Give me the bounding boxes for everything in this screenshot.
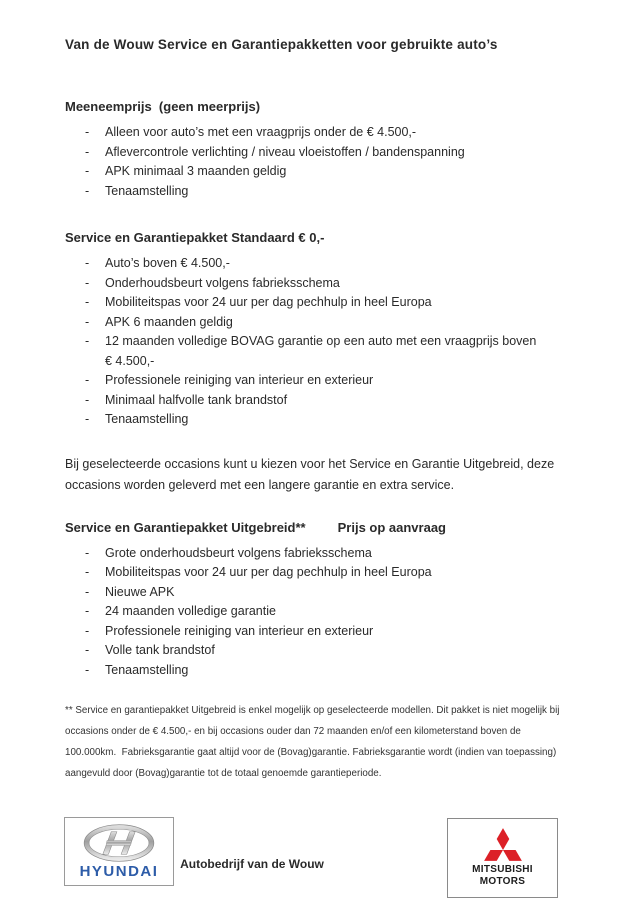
list-item-text: Professionele reiniging van interieur en exterieur [105, 623, 374, 638]
page-title: Van de Wouw Service en Garantiepakketten voor gebruikte auto’s [65, 37, 498, 52]
list-item-text: APK 6 maanden geldig [105, 314, 233, 329]
mitsubishi-logo [447, 818, 558, 898]
list-item [65, 544, 580, 564]
list-item-text: APK minimaal 3 maanden geldig [105, 164, 287, 178]
bullet-dash: - [85, 275, 90, 290]
list-item [65, 313, 580, 333]
bullet-dash: - [85, 662, 90, 677]
list-item-text: Mobiliteitspas voor 24 uur per dag pechhulp in heel Europa [105, 295, 432, 309]
list-item-text: Tenaamstelling [105, 183, 189, 198]
list-item [65, 274, 580, 294]
section-heading-standaard: Service en Garantiepakket Standaard € 0,- [65, 230, 325, 245]
bullet-dash: - [85, 584, 90, 599]
list-item [65, 661, 580, 681]
list-item [65, 162, 580, 182]
mitsubishi-diamonds-icon [482, 828, 524, 861]
bullet-dash: - [85, 125, 90, 139]
bullet-dash: - [85, 144, 90, 159]
bullet-dash: - [85, 164, 90, 178]
hyundai-wordmark: HYUNDAI [79, 862, 159, 880]
uitgebreid-heading-row [65, 519, 580, 536]
hyundai-oval-icon [83, 824, 155, 862]
price-label: Prijs op aanvraag [337, 519, 446, 535]
list-item-text: Mobiliteitspas voor 24 uur per dag pechhulp in heel Europa [105, 565, 432, 579]
bullet-dash: - [85, 623, 90, 638]
list-item-text: Grote onderhoudsbeurt volgens fabrieksschema [105, 545, 372, 560]
list-item [65, 254, 580, 274]
bullet-dash: - [85, 334, 90, 348]
list-item-text: Professionele reiniging van interieur en exterieur [105, 373, 374, 387]
footnote: ** Service en garantiepakket Uitgebreid is enkel mogelijk op geselecteerde modellen. Dit pakket is niet mogelijk bij occasions onder de € 4.500,- en bij occasions ouder dan 72 maanden en/of een kilometerstand boven de 100.000km. Fabrieksgarantie gaat altijd voor de (Bovag)garantie. Fabrieksgarantie wordt (indien van toepassing) aangevuld door (Bovag)garantie tot de totaal genoemde garantieperiode. [65, 705, 563, 779]
list-item-text: 24 maanden volledige garantie [105, 604, 276, 618]
section-heading-uitgebreid: Service en Garantiepakket Uitgebreid** [65, 519, 306, 535]
dealer-name: Autobedrijf van de Wouw [180, 857, 324, 871]
bullet-dash: - [85, 643, 90, 657]
list-item-text: Auto’s boven € 4.500,- [105, 256, 230, 270]
section-heading-meeneemprijs: Meeneemprijs (geen meerprijs) [65, 99, 261, 114]
bullet-dash: - [85, 392, 90, 407]
bullet-dash: - [85, 545, 90, 560]
list-item [65, 583, 580, 603]
list-item-text: Volle tank brandstof [105, 643, 215, 657]
list-item [65, 293, 580, 313]
list-item-text: Tenaamstelling [105, 412, 189, 426]
hyundai-logo [64, 817, 174, 886]
meeneemprijs-list [65, 123, 580, 201]
list-item-text: Nieuwe APK [105, 584, 175, 599]
mitsubishi-wordmark-line2: MOTORS [479, 876, 526, 887]
bullet-dash: - [85, 256, 90, 270]
bullet-dash: - [85, 373, 90, 387]
list-item [65, 563, 580, 583]
standaard-list [65, 254, 580, 430]
list-item [65, 332, 580, 371]
list-item-text: Minimaal halfvolle tank brandstof [105, 392, 288, 407]
list-item [65, 622, 580, 642]
mitsubishi-wordmark [472, 864, 533, 889]
list-item-text: Onderhoudsbeurt volgens fabrieksschema [105, 275, 340, 290]
list-item [65, 143, 580, 163]
list-item [65, 641, 580, 661]
bullet-dash: - [85, 604, 90, 618]
list-item [65, 602, 580, 622]
list-item [65, 371, 580, 391]
bullet-dash: - [85, 183, 90, 198]
list-item-text: Aflevercontrole verlichting / niveau vloeistoffen / bandenspanning [105, 144, 465, 159]
bullet-dash: - [85, 565, 90, 579]
list-item-text: 12 maanden volledige BOVAG garantie op een auto met een vraagprijs boven € 4.500,- [105, 334, 537, 368]
list-item-text: Alleen voor auto’s met een vraagprijs onder de € 4.500,- [105, 125, 417, 139]
footer [0, 817, 642, 900]
bullet-dash: - [85, 295, 90, 309]
list-item-text: Tenaamstelling [105, 662, 189, 677]
bullet-dash: - [85, 314, 90, 329]
list-item [65, 123, 580, 143]
list-item [65, 182, 580, 202]
list-item [65, 410, 580, 430]
mitsubishi-wordmark-line1: MITSUBISHI [472, 863, 533, 875]
bullet-dash: - [85, 412, 90, 426]
intro-paragraph: Bij geselecteerde occasions kunt u kiezen voor het Service en Garantie Uitgebreid, deze occasions worden geleverd met een langere garantie en extra service. [65, 456, 555, 492]
list-item [65, 391, 580, 411]
uitgebreid-list [65, 544, 580, 681]
